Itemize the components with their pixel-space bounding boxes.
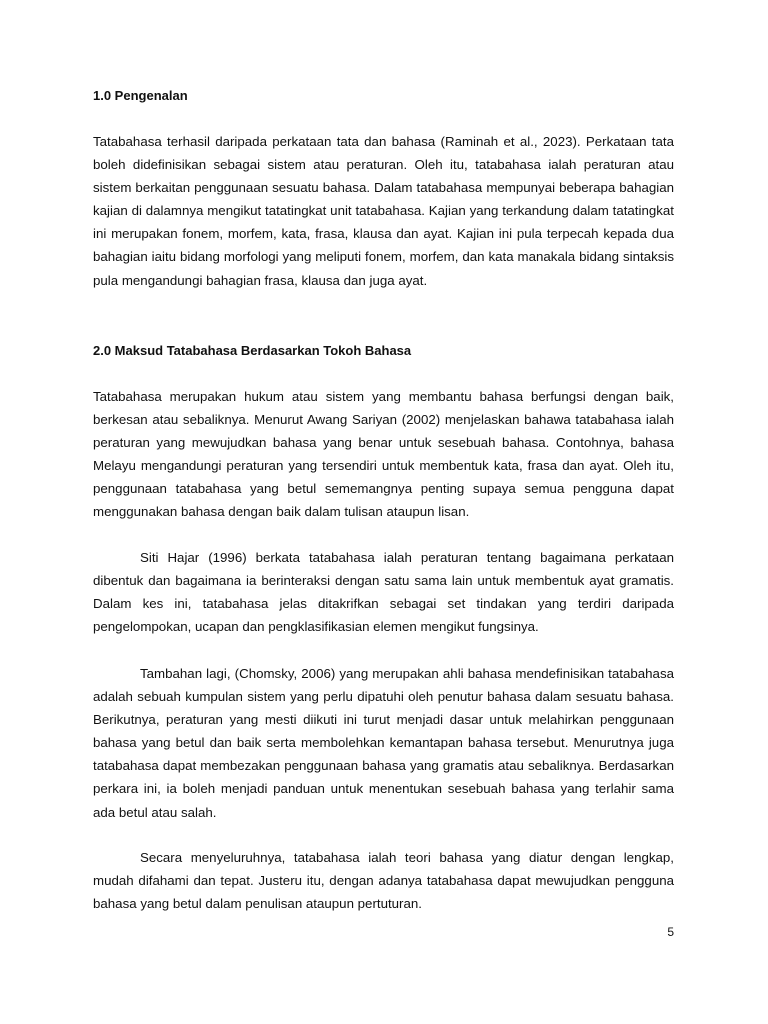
paragraph-siti-hajar: Siti Hajar (1996) berkata tatabahasa ialah peraturan tentang bagaimana perkataan dibentuk dan bagaimana ia berinteraksi dengan satu sama lain untuk membentuk ayat gramatis. Dalam kes ini, tatabahasa jelas ditakrifkan sebagai set tindakan yang terdiri daripada pengelompokan, ucapan dan pengklasifikasian elemen mengikut fungsinya. [93,550,674,635]
section-heading-pengenalan: 1.0 Pengenalan [93,88,188,103]
page-number: 5 [667,925,674,939]
paragraph-kesimpulan: Secara menyeluruhnya, tatabahasa ialah teori bahasa yang diatur dengan lengkap, mudah difahami dan tepat. Justeru itu, dengan adanya tatabahasa dapat mewujudkan pengguna bahasa yang betul dalam penulisan ataupun pertuturan. [93,850,674,912]
paragraph-pengenalan: Tatabahasa terhasil daripada perkataan tata dan bahasa (Raminah et al., 2023). Perkataan tata boleh didefinisikan sebagai sistem atau peraturan. Oleh itu, tatabahasa ialah peraturan atau sistem berkaitan penggunaan sesuatu bahasa. Dalam tatabahasa mempunyai beberapa bahagian kajian di dalamnya mengikut tatatingkat unit tatabahasa. Kajian yang terkandung dalam tatatingkat ini merupakan fonem, morfem, kata, frasa, klausa dan ayat. Kajian ini pula terpecah kepada dua bahagian iaitu bidang morfologi yang meliputi fonem, morfem, dan kata manakala bidang sintaksis pula mengandungi bahagian frasa, klausa dan juga ayat. [93,134,674,288]
paragraph-awang-sariyan: Tatabahasa merupakan hukum atau sistem yang membantu bahasa berfungsi dengan baik, berkesan atau sebaliknya. Menurut Awang Sariyan (2002) menjelaskan bahawa tatabahasa ialah peraturan yang mewujudkan bahasa yang benar untuk sesebuah bahasa. Contohnya, bahasa Melayu mengandungi peraturan yang tersendiri untuk membentuk kata, frasa dan ayat. Oleh itu, penggunaan tatabahasa yang betul sememangnya penting supaya semua pengguna dapat menggunakan bahasa dengan baik dalam tulisan ataupun lisan. [93,389,674,520]
section-heading-maksud-tatabahasa: 2.0 Maksud Tatabahasa Berdasarkan Tokoh Bahasa [93,343,412,358]
paragraph-chomsky: Tambahan lagi, (Chomsky, 2006) yang merupakan ahli bahasa mendefinisikan tatabahasa adalah sebuah kumpulan sistem yang perlu dipatuhi oleh penutur bahasa dalam sesuatu bahasa. Berikutnya, peraturan yang mesti diikuti ini turut menjadi dasar untuk melahirkan penggunaan bahasa yang betul dan baik serta membolehkan kemantapan bahasa tersebut. Menurutnya juga tatabahasa dapat membezakan penggunaan bahasa yang gramatis atau sebaliknya. Berdasarkan perkara ini, ia boleh menjadi panduan untuk menentukan sesebuah bahasa yang terlahir sama ada betul atau salah. [93,666,674,820]
